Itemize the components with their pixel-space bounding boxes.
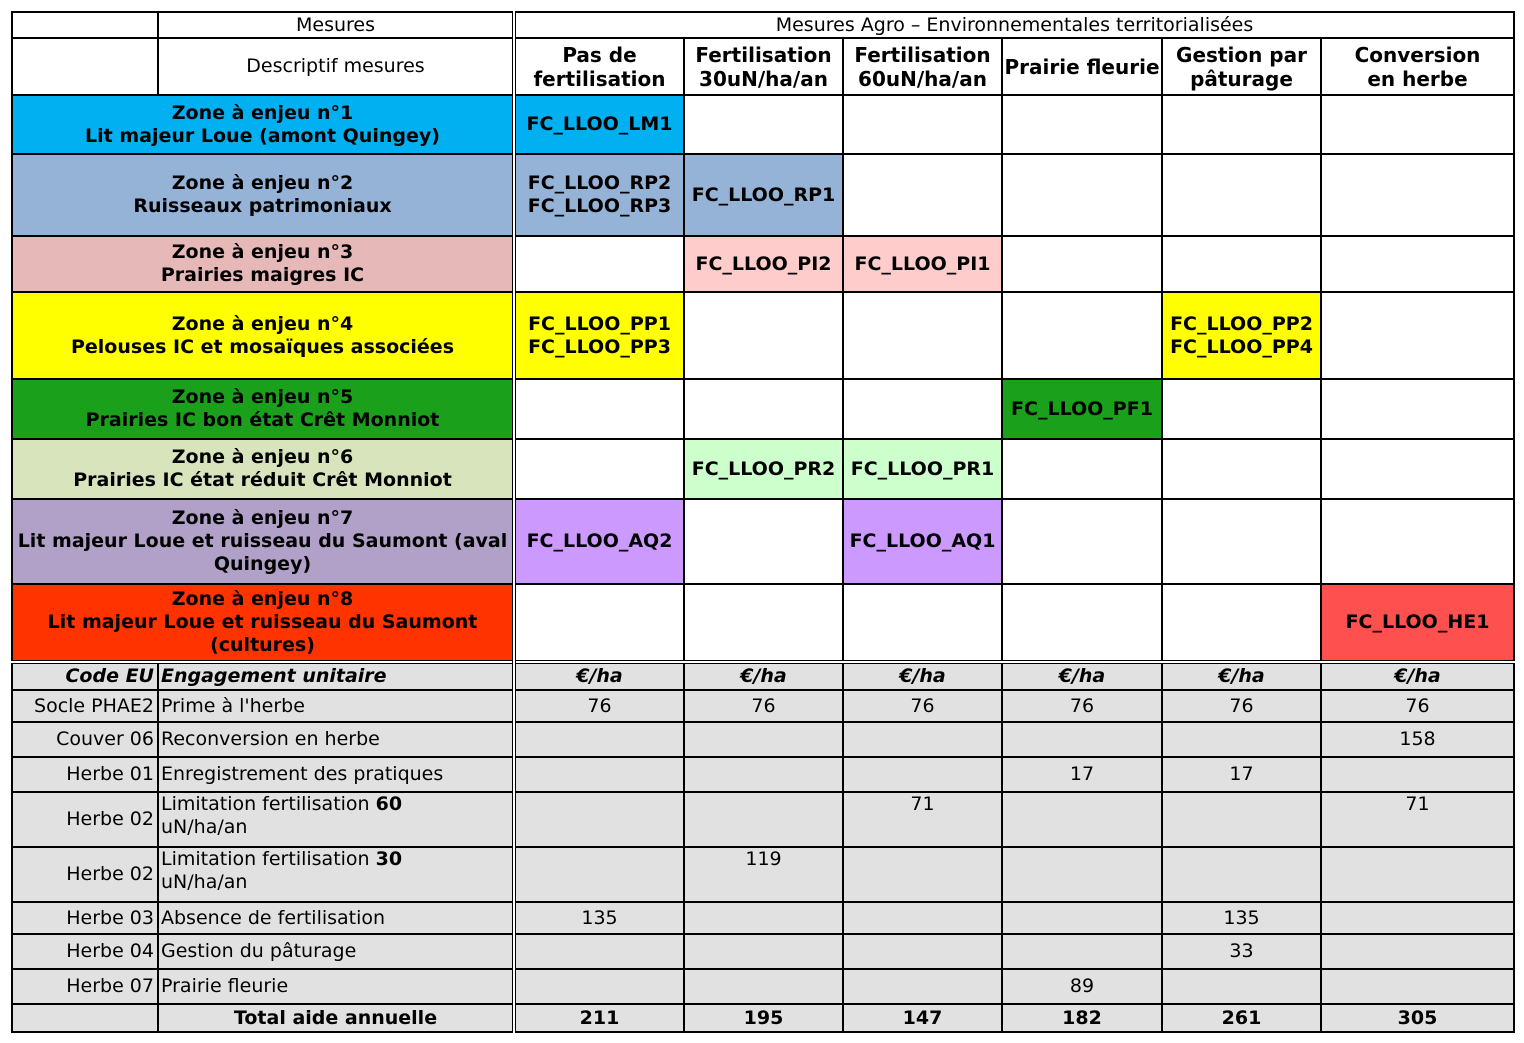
column-header: Fertilisation 60uN/ha/an: [843, 38, 1002, 95]
amount-cell: 76: [1321, 690, 1514, 722]
amount-cell: [1002, 902, 1162, 934]
measure-code-cell: FC_LLOO_HE1: [1321, 584, 1514, 662]
total-label: Total aide annuelle: [158, 1004, 514, 1032]
amount-cell: [1162, 722, 1321, 757]
amount-cell: 33: [1162, 934, 1321, 969]
amount-cell: [1162, 969, 1321, 1004]
measure-code-cell: [1162, 379, 1321, 439]
amount-cell: [1002, 722, 1162, 757]
amount-cell: 76: [684, 690, 843, 722]
unit-header: €/ha: [514, 662, 684, 690]
measure-code-cell: [684, 499, 843, 584]
mesures-table: [11, 11, 1515, 1033]
amount-cell: [514, 969, 684, 1004]
measure-code-cell: [684, 292, 843, 379]
unit-header: €/ha: [1321, 662, 1514, 690]
amount-cell: [1321, 934, 1514, 969]
measure-code-cell: [1162, 236, 1321, 292]
engagement-code: Herbe 07: [12, 969, 158, 1004]
total-spacer: [12, 1004, 158, 1032]
amount-cell: 135: [1162, 902, 1321, 934]
column-header: Pas de fertilisation: [514, 38, 684, 95]
engagement-row: [12, 757, 1514, 792]
engagement-label: Prairie fleurie: [158, 969, 514, 1004]
engagement-label: Enregistrement des pratiques: [158, 757, 514, 792]
zone-label: Zone à enjeu n°3 Prairies maigres IC: [12, 236, 514, 292]
measure-code-cell: [1162, 439, 1321, 499]
measure-code-cell: FC_LLOO_PI1: [843, 236, 1002, 292]
measure-code-cell: [1321, 499, 1514, 584]
total-amount: 305: [1321, 1004, 1514, 1032]
measure-code-cell: [1002, 439, 1162, 499]
measure-code-cell: [1321, 292, 1514, 379]
total-amount: 211: [514, 1004, 684, 1032]
total-amount: 195: [684, 1004, 843, 1032]
column-header: Gestion par pâturage: [1162, 38, 1321, 95]
amount-cell: [514, 934, 684, 969]
amount-cell: [1002, 934, 1162, 969]
amount-cell: [1002, 847, 1162, 902]
measure-code-cell: FC_LLOO_LM1: [514, 95, 684, 154]
measure-code-cell: [514, 584, 684, 662]
engagement-code: Herbe 04: [12, 934, 158, 969]
zone-label: Zone à enjeu n°7 Lit majeur Loue et ruisseau du Saumont (aval Quingey): [12, 499, 514, 584]
amount-cell: [1321, 847, 1514, 902]
engagement-label: Limitation fertilisation 60 uN/ha/an: [158, 792, 514, 847]
measure-code-cell: FC_LLOO_PI2: [684, 236, 843, 292]
engagement-code: Herbe 01: [12, 757, 158, 792]
amount-cell: [684, 969, 843, 1004]
measure-code-cell: [1002, 499, 1162, 584]
amount-cell: 158: [1321, 722, 1514, 757]
measure-code-cell: FC_LLOO_PR2: [684, 439, 843, 499]
amount-cell: [684, 792, 843, 847]
measure-code-cell: [1321, 154, 1514, 236]
amount-cell: 76: [1162, 690, 1321, 722]
total-amount: 182: [1002, 1004, 1162, 1032]
engagement-label: Absence de fertilisation: [158, 902, 514, 934]
measure-code-cell: FC_LLOO_AQ1: [843, 499, 1002, 584]
engagement-row: [12, 792, 1514, 847]
amount-cell: [684, 757, 843, 792]
amount-cell: 135: [514, 902, 684, 934]
total-amount: 261: [1162, 1004, 1321, 1032]
amount-cell: 71: [1321, 792, 1514, 847]
measure-code-cell: FC_LLOO_PP2 FC_LLOO_PP4: [1162, 292, 1321, 379]
measure-code-cell: FC_LLOO_AQ2: [514, 499, 684, 584]
measure-code-cell: [1002, 584, 1162, 662]
descriptif-header: Descriptif mesures: [158, 38, 514, 95]
measure-code-cell: [843, 379, 1002, 439]
measure-code-cell: FC_LLOO_PR1: [843, 439, 1002, 499]
amount-cell: [1321, 757, 1514, 792]
measure-code-cell: [1002, 95, 1162, 154]
unit-header: €/ha: [843, 662, 1002, 690]
engagement-code: Socle PHAE2: [12, 690, 158, 722]
amount-cell: [843, 847, 1002, 902]
zone-label: Zone à enjeu n°6 Prairies IC état réduit Crêt Monniot: [12, 439, 514, 499]
maet-header: Mesures Agro – Environnementales territorialisées: [514, 12, 1514, 38]
measure-code-cell: FC_LLOO_RP2 FC_LLOO_RP3: [514, 154, 684, 236]
engagement-label: Limitation fertilisation 30 uN/ha/an: [158, 847, 514, 902]
measure-code-cell: [1002, 154, 1162, 236]
measure-code-cell: [684, 95, 843, 154]
amount-cell: [843, 722, 1002, 757]
amount-cell: 71: [843, 792, 1002, 847]
unit-header: €/ha: [684, 662, 843, 690]
amount-cell: [843, 757, 1002, 792]
zone-label: Zone à enjeu n°2 Ruisseaux patrimoniaux: [12, 154, 514, 236]
amount-cell: [684, 902, 843, 934]
measure-code-cell: [684, 584, 843, 662]
measure-code-cell: FC_LLOO_PF1: [1002, 379, 1162, 439]
engagement-code: Herbe 02: [12, 847, 158, 902]
measure-code-cell: FC_LLOO_PP1 FC_LLOO_PP3: [514, 292, 684, 379]
amount-cell: [1002, 792, 1162, 847]
amount-cell: 76: [514, 690, 684, 722]
engagement-label: Gestion du pâturage: [158, 934, 514, 969]
amount-cell: 76: [843, 690, 1002, 722]
measure-code-cell: FC_LLOO_RP1: [684, 154, 843, 236]
measure-code-cell: [843, 584, 1002, 662]
measure-code-cell: [1321, 439, 1514, 499]
engagement-row: [12, 722, 1514, 757]
amount-cell: [514, 847, 684, 902]
amount-cell: [514, 757, 684, 792]
measure-code-cell: [1162, 584, 1321, 662]
amount-cell: 89: [1002, 969, 1162, 1004]
amount-cell: [1162, 847, 1321, 902]
measure-code-cell: [1162, 154, 1321, 236]
unit-header: €/ha: [1162, 662, 1321, 690]
mesures-header: Mesures: [158, 12, 514, 38]
engagement-code: Herbe 03: [12, 902, 158, 934]
measure-code-cell: [684, 379, 843, 439]
measure-code-cell: [1162, 499, 1321, 584]
column-header: Fertilisation 30uN/ha/an: [684, 38, 843, 95]
column-header: Conversion en herbe: [1321, 38, 1514, 95]
engagement-row: [12, 969, 1514, 1004]
zone-label: Zone à enjeu n°8 Lit majeur Loue et ruisseau du Saumont (cultures): [12, 584, 514, 662]
amount-cell: 119: [684, 847, 843, 902]
amount-cell: [1162, 792, 1321, 847]
zone-label: Zone à enjeu n°4 Pelouses IC et mosaïques associées: [12, 292, 514, 379]
measure-code-cell: [514, 439, 684, 499]
amount-cell: [1321, 902, 1514, 934]
amount-cell: [843, 934, 1002, 969]
engagement-header: Engagement unitaire: [158, 662, 514, 690]
measure-code-cell: [843, 154, 1002, 236]
measure-code-cell: [1002, 236, 1162, 292]
engagement-code: Herbe 02: [12, 792, 158, 847]
amount-cell: 76: [1002, 690, 1162, 722]
engagement-label: Reconversion en herbe: [158, 722, 514, 757]
zone-label: Zone à enjeu n°5 Prairies IC bon état Crêt Monniot: [12, 379, 514, 439]
amount-cell: [684, 722, 843, 757]
amount-cell: [514, 792, 684, 847]
measure-code-cell: [1002, 292, 1162, 379]
measure-code-cell: [1321, 379, 1514, 439]
measure-code-cell: [1321, 236, 1514, 292]
engagement-row: [12, 902, 1514, 934]
code-eu-header: Code EU: [12, 662, 158, 690]
engagement-row: [12, 934, 1514, 969]
zone-label: Zone à enjeu n°1 Lit majeur Loue (amont Quingey): [12, 95, 514, 154]
amount-cell: [843, 969, 1002, 1004]
engagement-row: [12, 690, 1514, 722]
measure-code-cell: [1162, 95, 1321, 154]
engagement-row: [12, 847, 1514, 902]
amount-cell: [514, 722, 684, 757]
amount-cell: [843, 902, 1002, 934]
measure-code-cell: [514, 236, 684, 292]
engagement-code: Couver 06: [12, 722, 158, 757]
amount-cell: [684, 934, 843, 969]
amount-cell: 17: [1162, 757, 1321, 792]
total-amount: 147: [843, 1004, 1002, 1032]
column-header: Prairie fleurie: [1002, 38, 1162, 95]
amount-cell: 17: [1002, 757, 1162, 792]
engagement-label: Prime à l'herbe: [158, 690, 514, 722]
unit-header: €/ha: [1002, 662, 1162, 690]
measure-code-cell: [514, 379, 684, 439]
measure-code-cell: [1321, 95, 1514, 154]
measure-code-cell: [843, 95, 1002, 154]
measure-code-cell: [843, 292, 1002, 379]
amount-cell: [1321, 969, 1514, 1004]
